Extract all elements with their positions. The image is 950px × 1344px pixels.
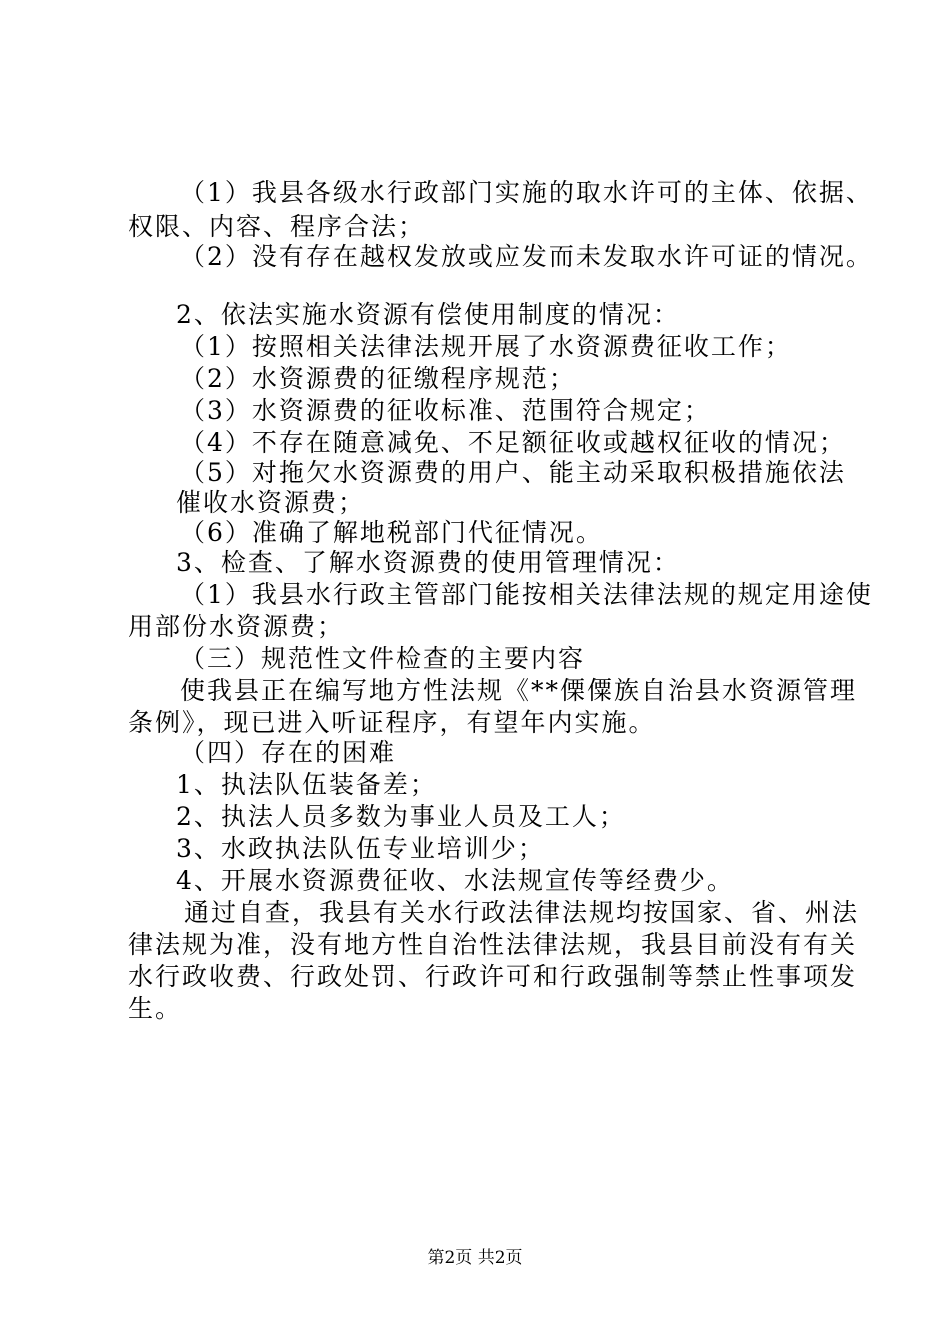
paragraph-line: 用部份水资源费； [128, 612, 345, 641]
paragraph-line: （1）我县水行政主管部门能按相关法律法规的规定用途使 [180, 580, 873, 609]
list-item: 2、执法人员多数为事业人员及工人； [176, 802, 626, 831]
paragraph-line: （6）准确了解地税部门代征情况。 [180, 518, 603, 547]
paragraph-line: 通过自查，我县有关水行政法律法规均按国家、省、州法 [184, 898, 860, 927]
paragraph-line: 使我县正在编写地方性法规《**傈僳族自治县水资源管理 [180, 676, 858, 705]
paragraph-line: 催收水资源费； [176, 488, 366, 517]
section-heading: （三）规范性文件检查的主要内容 [180, 644, 586, 673]
paragraph-line: （1）按照相关法律法规开展了水资源费征收工作； [180, 332, 792, 361]
paragraph-line: （3）水资源费的征收标准、范围符合规定； [180, 396, 711, 425]
paragraph-line: 条例》，现已进入听证程序，有望年内实施。 [128, 708, 656, 737]
list-item: 1、执法队伍装备差； [176, 770, 437, 799]
section-heading: 3、检查、了解水资源费的使用管理情况： [176, 548, 680, 577]
paragraph-line: 水行政收费、行政处罚、行政许可和行政强制等禁止性事项发 [128, 962, 858, 991]
paragraph-line: （2）没有存在越权发放或应发而未发取水许可证的情况。 [180, 242, 873, 271]
section-heading: 2、依法实施水资源有偿使用制度的情况： [176, 300, 680, 329]
list-item: 4、开展水资源费征收、水法规宣传等经费少。 [176, 866, 734, 895]
paragraph-line: （5）对拖欠水资源费的用户、能主动采取积极措施依法 [180, 458, 846, 487]
section-heading: （四）存在的困难 [180, 738, 397, 767]
paragraph-line: （4）不存在随意减免、不足额征收或越权征收的情况； [180, 428, 846, 457]
paragraph-line: （1）我县各级水行政部门实施的取水许可的主体、依据、 [180, 178, 873, 207]
paragraph-line: 律法规为准，没有地方性自治性法律法规，我县目前没有有关 [128, 930, 858, 959]
list-item: 3、水政执法队伍专业培训少； [176, 834, 545, 863]
page-footer: 第2页 共2页 [427, 1248, 523, 1268]
paragraph-line: 生。 [128, 994, 183, 1023]
paragraph-line: 权限、内容、程序合法； [128, 212, 426, 241]
paragraph-line: （2）水资源费的征缴程序规范； [180, 364, 576, 393]
